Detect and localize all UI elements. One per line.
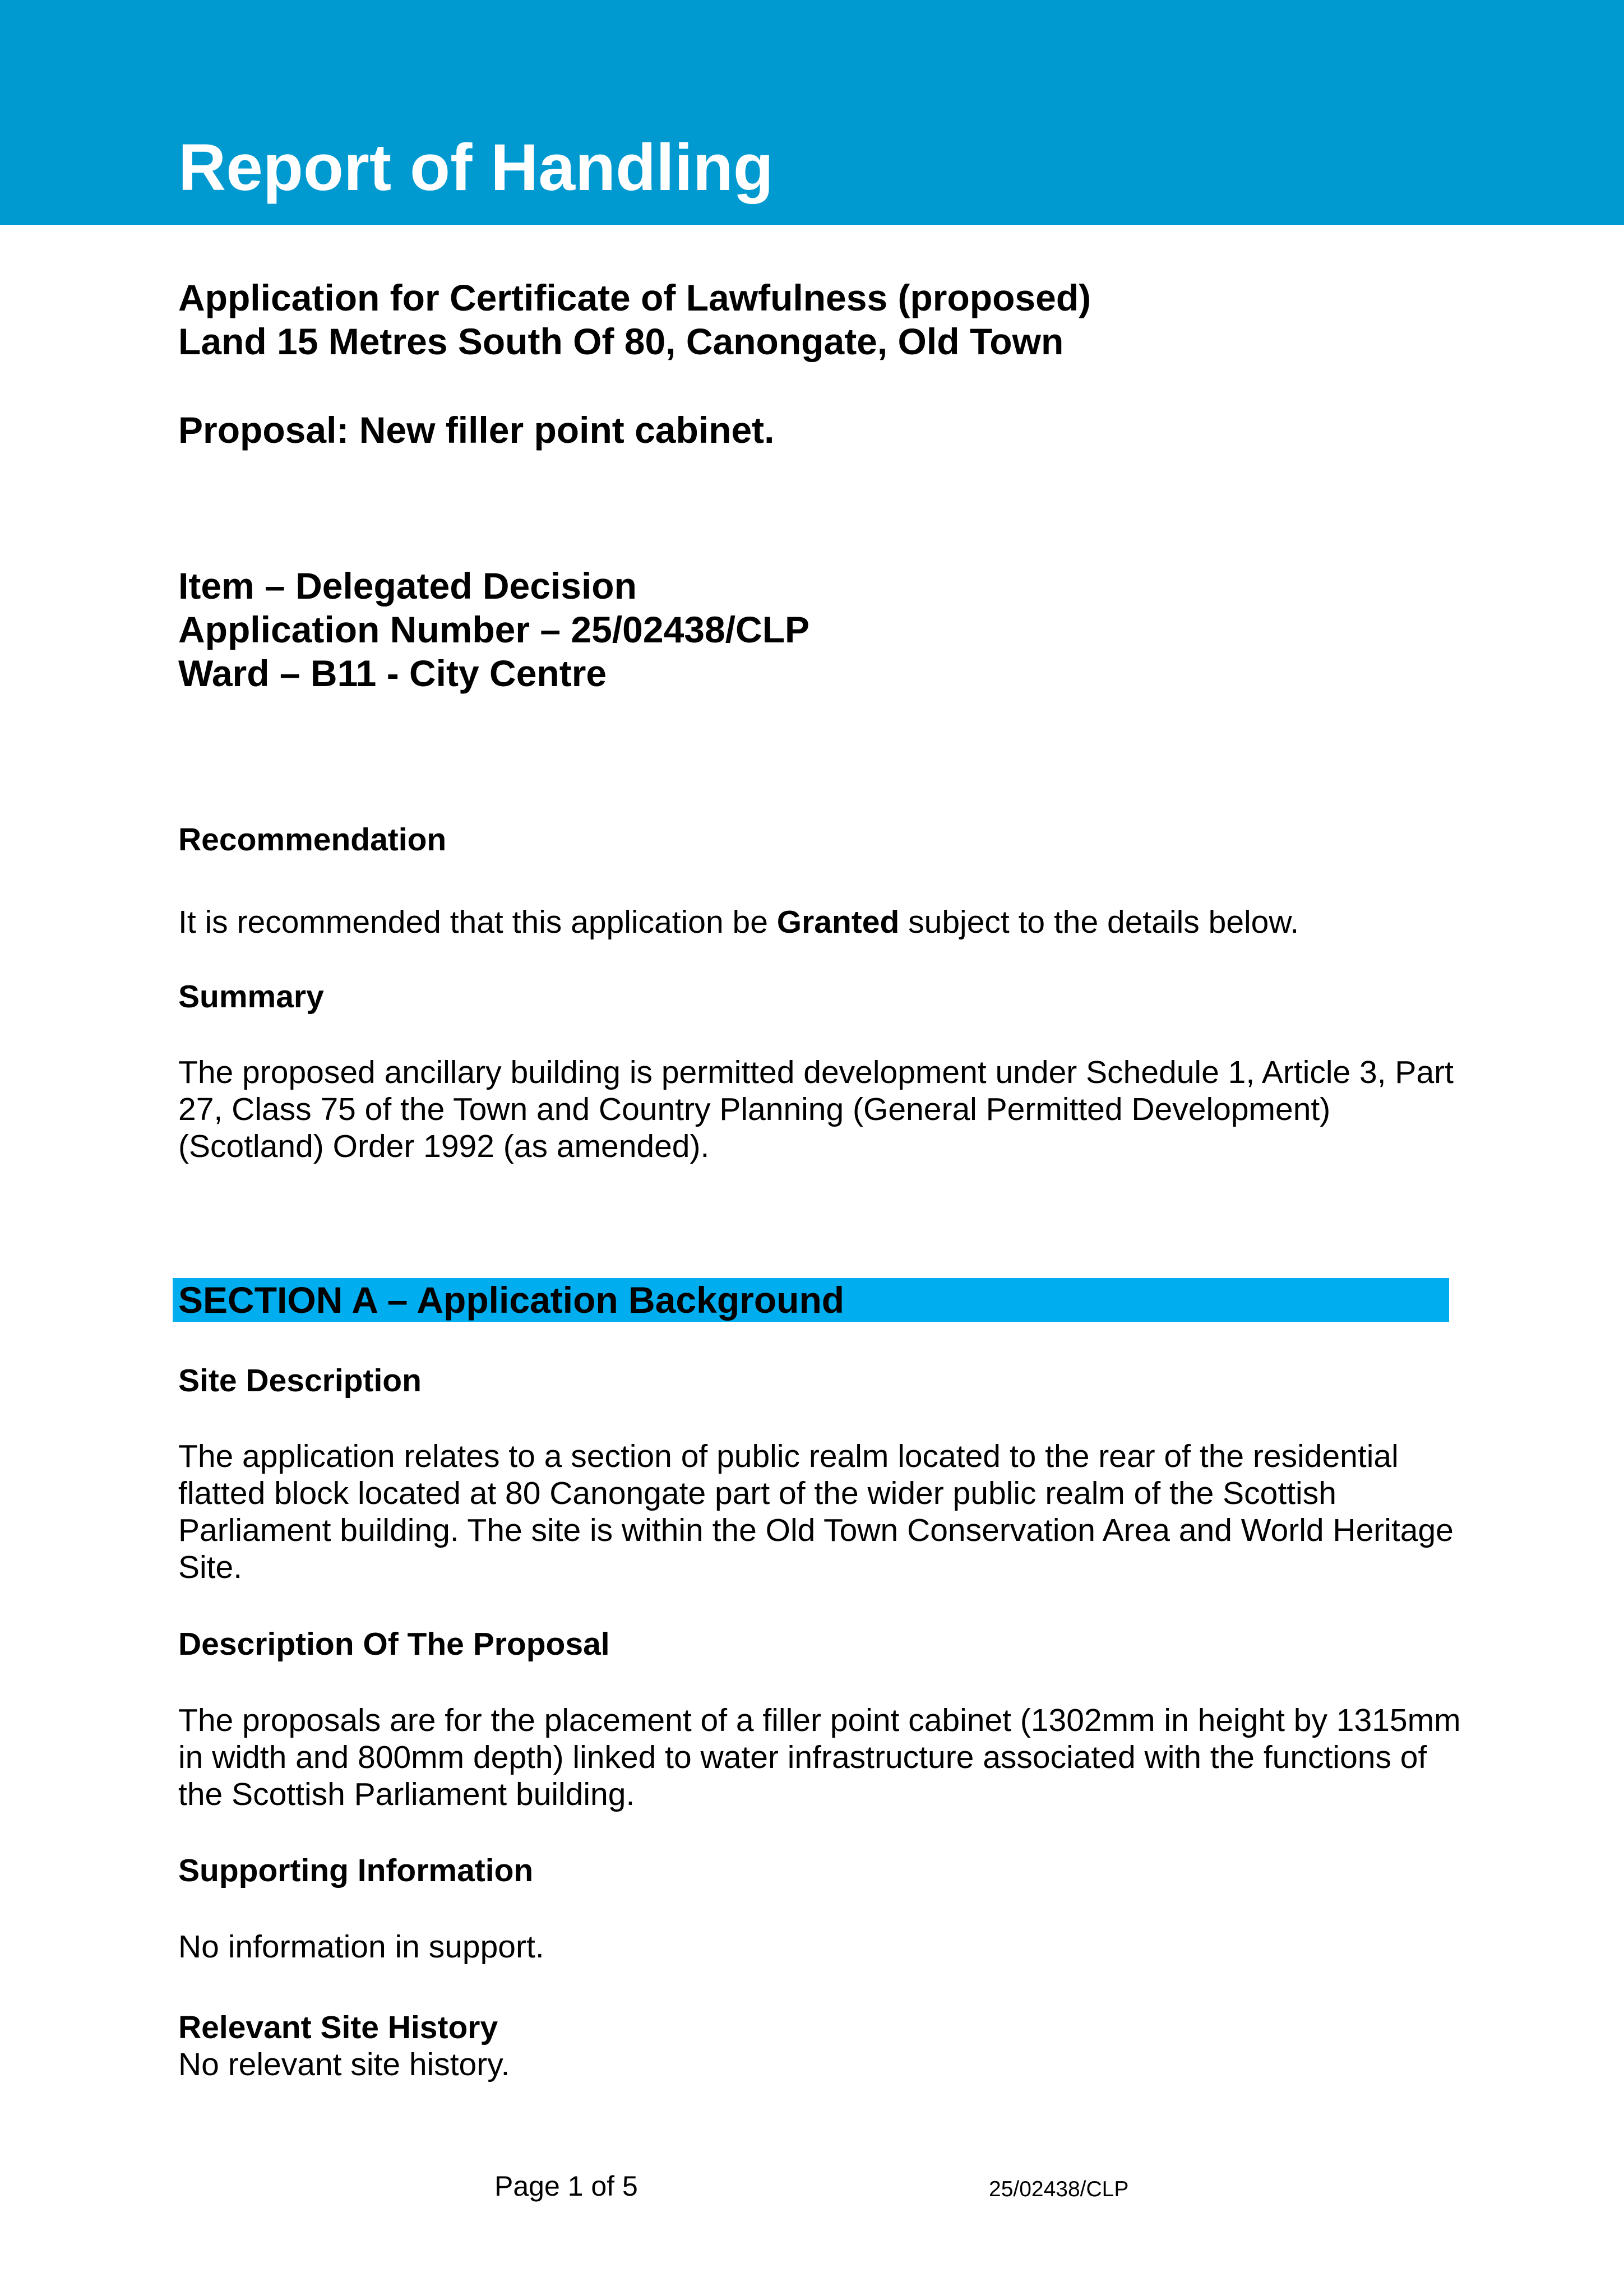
proposal-description-text: The proposals are for the placement of a filler point cabinet (1302mm in height by 1315mm in width and 800mm depth) linked to water infrastructure associated with the functions of the Scottish Parliament building. (178, 1702, 1461, 1812)
application-type: Application for Certificate of Lawfulness (proposed) (178, 277, 1091, 318)
proposal-description-heading: Description Of The Proposal (178, 1626, 610, 1662)
supporting-information-text: No information in support. (178, 1929, 544, 1965)
recommendation-text: It is recommended that this application be Granted subject to the details below. (178, 904, 1299, 940)
site-history-text: No relevant site history. (178, 2047, 510, 2082)
site-description-text: The application relates to a section of public realm located to the rear of the residential flatted block located at 80 Canongate part of the wider public realm of the Scottish Parliament building. The site is within the Old Town Conservation Area and World Heritage Site. (178, 1438, 1454, 1585)
application-site: Land 15 Metres South Of 80, Canongate, Old Town (178, 321, 1064, 362)
recommendation-heading: Recommendation (178, 822, 447, 858)
recommendation-decision: Granted (776, 904, 900, 940)
supporting-information-heading: Supporting Information (178, 1853, 534, 1888)
proposal-title: Proposal: New filler point cabinet. (178, 409, 775, 451)
ward: Ward – B11 - City Centre (178, 652, 607, 694)
report-title: Report of Handling (178, 131, 774, 205)
site-description-heading: Site Description (178, 1363, 422, 1399)
page-number: Page 1 of 5 (494, 2170, 638, 2202)
footer-reference: 25/02438/CLP (989, 2177, 1129, 2201)
item-decision: Item – Delegated Decision (178, 565, 637, 607)
section-a-title: SECTION A – Application Background (178, 1279, 845, 1321)
summary-text: The proposed ancillary building is permitted development under Schedule 1, Article 3, Part 27, Class 75 of the Town and Country Planning (General Permitted Development) (Scotland) Order 1992 (as amended). (178, 1054, 1454, 1164)
application-number: Application Number – 25/02438/CLP (178, 609, 810, 650)
summary-heading: Summary (178, 979, 324, 1015)
site-history-heading: Relevant Site History (178, 2010, 498, 2045)
